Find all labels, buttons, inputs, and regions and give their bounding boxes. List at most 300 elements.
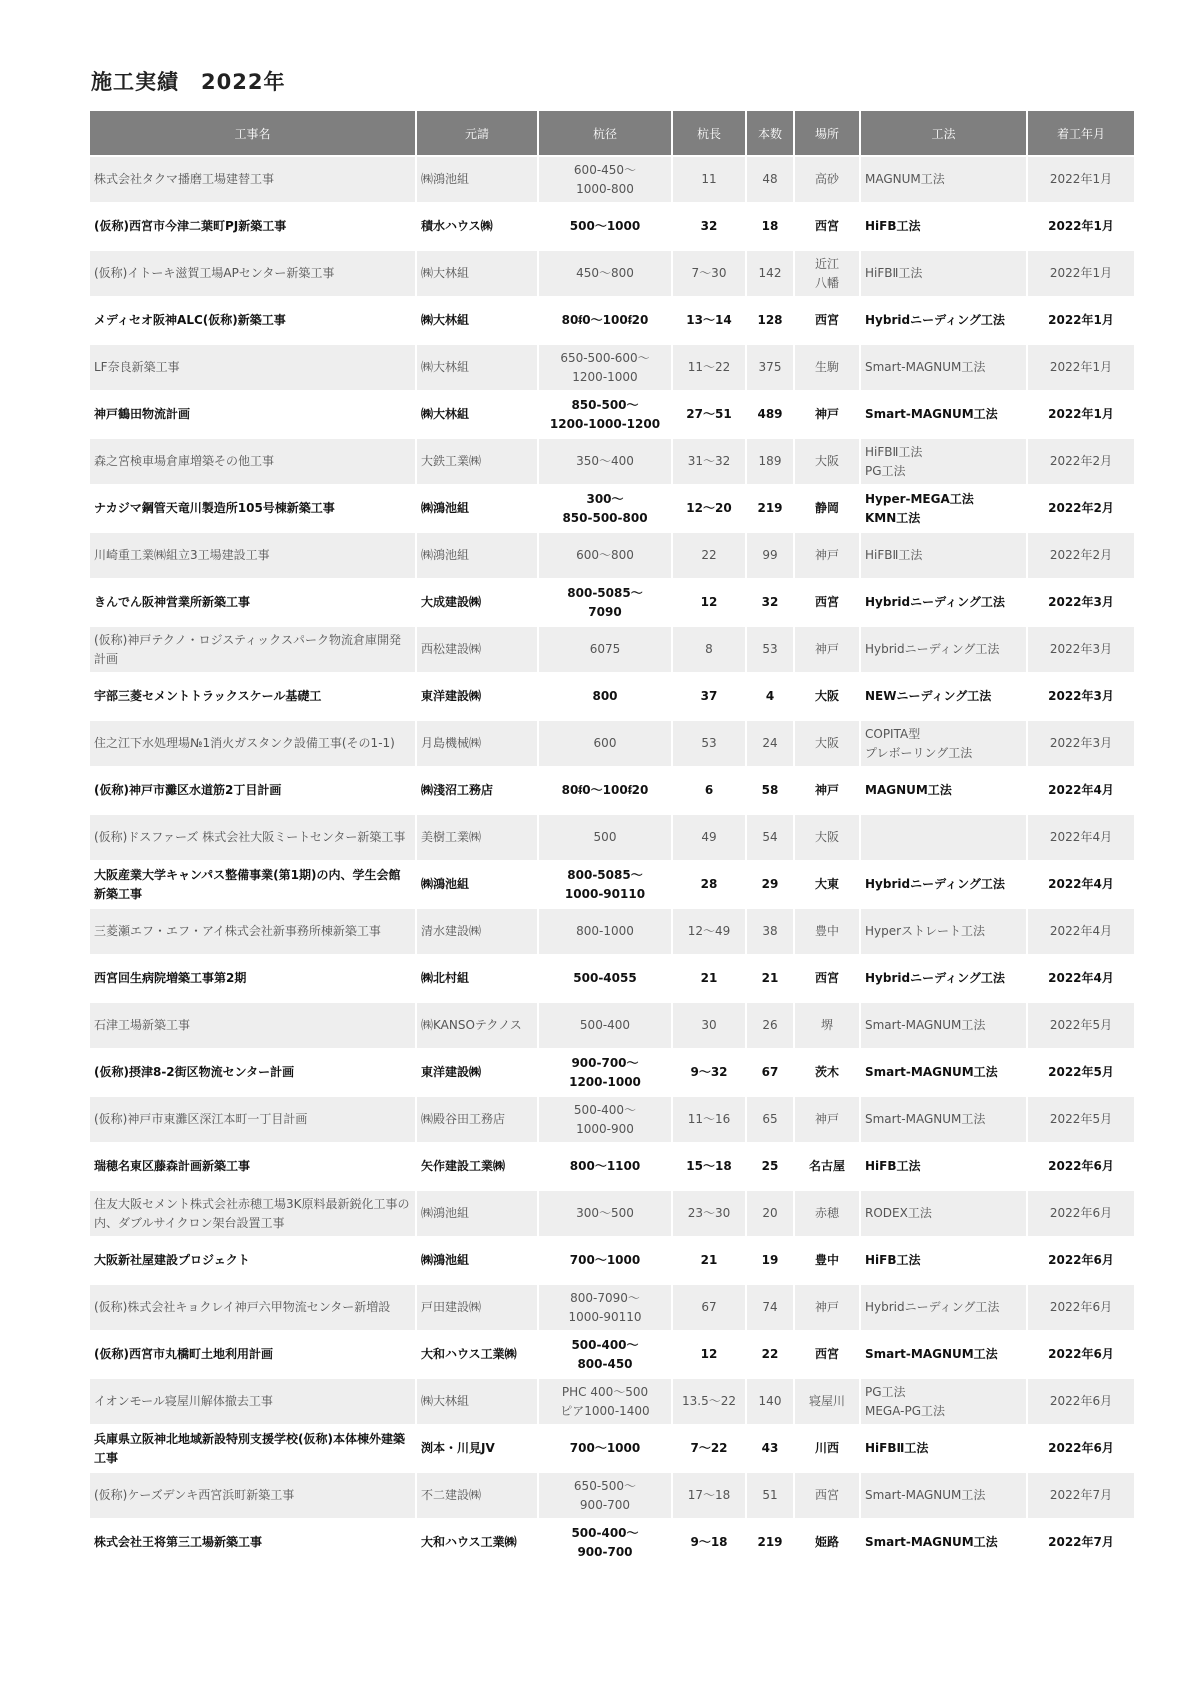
cell-place — [795, 1520, 859, 1565]
cell-length-text: 21 — [700, 1253, 718, 1267]
cell-contractor-text: ㈱鴻池組 — [421, 172, 470, 186]
cell-diameter — [539, 1144, 671, 1189]
table-row — [90, 392, 1134, 437]
table-row — [90, 486, 1134, 531]
table-row — [90, 956, 1134, 1001]
cell-name-text: 神戸鶴田物流計画 — [94, 407, 191, 421]
cell-count — [747, 204, 793, 249]
cell-name — [90, 251, 415, 296]
cell-name-text: 瑞穂名東区藤森計画新築工事 — [94, 1159, 251, 1173]
cell-date-text: 2022年3月 — [1049, 642, 1113, 656]
cell-contractor-text: ㈱淺沼工務店 — [421, 783, 494, 797]
cell-place — [795, 1238, 859, 1283]
cell-place-text: 西宮 — [814, 313, 839, 327]
cell-method — [861, 862, 1026, 907]
cell-method-text: RODEX工法 — [865, 1206, 932, 1220]
cell-contractor — [417, 251, 537, 296]
cell-count-text: 74 — [762, 1300, 778, 1314]
cell-method — [861, 486, 1026, 531]
cell-length — [673, 627, 745, 672]
cell-place-text: 神戸 — [814, 783, 839, 797]
cell-contractor — [417, 909, 537, 954]
cell-place — [795, 1332, 859, 1377]
cell-date-text: 2022年4月 — [1048, 877, 1114, 891]
cell-length-text: 12 — [700, 1347, 718, 1361]
cell-count — [747, 1332, 793, 1377]
cell-count-text: 219 — [757, 501, 783, 515]
header-name: 工事名 — [90, 111, 415, 155]
cell-method-text: HiFBⅡ工法 PG工法 — [865, 444, 923, 478]
works-table-body — [90, 157, 1134, 1565]
cell-date — [1028, 909, 1134, 954]
cell-name — [90, 956, 415, 1001]
cell-length-text: 21 — [700, 971, 718, 985]
cell-place — [795, 157, 859, 202]
cell-contractor-text: 大和ハウス工業㈱ — [421, 1535, 517, 1549]
cell-name-text: 住友大阪セメント株式会社赤穂工場3K原料最新鋭化工事の内、ダブルサイクロン架台設置工事 — [94, 1196, 410, 1230]
cell-method-text: MAGNUM工法 — [865, 172, 945, 186]
cell-count-text: 48 — [762, 172, 778, 186]
cell-length-text: 11 — [701, 172, 717, 186]
cell-place-text: 静岡 — [814, 501, 839, 515]
cell-length — [673, 1332, 745, 1377]
cell-length-text: 7～30 — [691, 266, 727, 280]
cell-date-text: 2022年2月 — [1049, 548, 1113, 562]
cell-date — [1028, 1520, 1134, 1565]
cell-contractor-text: ㈱大林組 — [421, 313, 470, 327]
cell-diameter-text: 500 — [593, 830, 617, 844]
cell-place-text: 神戸 — [814, 1112, 839, 1126]
cell-date-text: 2022年2月 — [1049, 454, 1113, 468]
table-row — [90, 1473, 1134, 1518]
cell-name — [90, 298, 415, 343]
cell-date-text: 2022年4月 — [1048, 971, 1114, 985]
cell-date — [1028, 1285, 1134, 1330]
cell-diameter — [539, 345, 671, 390]
table-row — [90, 815, 1134, 860]
cell-contractor-text: ㈱鴻池組 — [421, 1206, 470, 1220]
cell-name — [90, 627, 415, 672]
cell-date — [1028, 862, 1134, 907]
cell-method-text: Smart-MAGNUM工法 — [865, 407, 998, 421]
cell-name — [90, 815, 415, 860]
cell-method-text: Hybridニーディング工法 — [865, 1300, 1000, 1314]
cell-length-text: 30 — [701, 1018, 717, 1032]
cell-contractor-text: 西松建設㈱ — [421, 642, 482, 656]
cell-place — [795, 1379, 859, 1424]
cell-date — [1028, 580, 1134, 625]
cell-contractor — [417, 157, 537, 202]
cell-length — [673, 439, 745, 484]
cell-method — [861, 1144, 1026, 1189]
cell-length — [673, 1285, 745, 1330]
cell-diameter-text: 500-400～ 1000-900 — [573, 1102, 637, 1136]
cell-name — [90, 768, 415, 813]
cell-name-text: (仮称)西宮市今津二葉町PJ新築工事 — [94, 219, 287, 233]
cell-method — [861, 1003, 1026, 1048]
cell-count — [747, 674, 793, 719]
cell-diameter-text: 800-5085～ 1000-90110 — [564, 867, 646, 901]
cell-date-text: 2022年1月 — [1049, 266, 1113, 280]
cell-name-text: 株式会社王将第三工場新築工事 — [94, 1535, 263, 1549]
cell-date — [1028, 486, 1134, 531]
cell-method — [861, 909, 1026, 954]
cell-contractor-text: 大成建設㈱ — [421, 595, 482, 609]
cell-place — [795, 1097, 859, 1142]
table-row — [90, 1285, 1134, 1330]
cell-name-text: (仮称)西宮市丸橋町土地利用計画 — [94, 1347, 273, 1361]
cell-diameter — [539, 1097, 671, 1142]
cell-diameter — [539, 439, 671, 484]
cell-name-text: きんでん阪神営業所新築工事 — [94, 595, 251, 609]
cell-count-text: 58 — [761, 783, 779, 797]
table-row — [90, 768, 1134, 813]
cell-count — [747, 1003, 793, 1048]
cell-name — [90, 204, 415, 249]
cell-contractor — [417, 1426, 537, 1471]
cell-contractor — [417, 1003, 537, 1048]
cell-place-text: 大東 — [814, 877, 839, 891]
cell-contractor — [417, 392, 537, 437]
cell-method-text: Hybridニーディング工法 — [865, 971, 1005, 985]
cell-place-text: 豊中 — [814, 1253, 839, 1267]
cell-length — [673, 298, 745, 343]
cell-method — [861, 1050, 1026, 1095]
cell-count-text: 53 — [762, 642, 778, 656]
cell-diameter-text: 80ᵮ0～100ᵮ20 — [561, 313, 649, 327]
cell-count-text: 375 — [758, 360, 782, 374]
table-row — [90, 1520, 1134, 1565]
cell-name — [90, 721, 415, 766]
cell-name-text: イオンモール寝屋川解体撤去工事 — [94, 1394, 273, 1408]
cell-diameter — [539, 862, 671, 907]
cell-contractor-text: 大和ハウス工業㈱ — [421, 1347, 517, 1361]
cell-length-text: 9～32 — [690, 1065, 728, 1079]
cell-method-text: HiFBⅡ工法 — [865, 548, 923, 562]
cell-place — [795, 486, 859, 531]
table-row — [90, 1426, 1134, 1471]
cell-method — [861, 204, 1026, 249]
cell-diameter-text: 600-450～ 1000-800 — [573, 162, 637, 196]
cell-diameter — [539, 204, 671, 249]
cell-count — [747, 580, 793, 625]
cell-count — [747, 815, 793, 860]
table-row — [90, 298, 1134, 343]
cell-place-text: 神戸 — [814, 407, 839, 421]
cell-method-text: MAGNUM工法 — [865, 783, 952, 797]
cell-contractor — [417, 1520, 537, 1565]
cell-diameter-text: 800-5085～ 7090 — [567, 585, 643, 619]
cell-date-text: 2022年7月 — [1048, 1535, 1114, 1549]
cell-diameter-text: 700～1000 — [569, 1441, 641, 1455]
cell-method-text: HiFB工法 — [865, 1159, 921, 1173]
cell-diameter — [539, 1426, 671, 1471]
cell-place — [795, 674, 859, 719]
cell-diameter — [539, 1332, 671, 1377]
cell-diameter-text: 800～1100 — [569, 1159, 641, 1173]
cell-name-text: 森之宮検車場倉庫増築その他工事 — [94, 454, 275, 468]
cell-place-text: 赤穂 — [814, 1206, 839, 1220]
cell-place — [795, 909, 859, 954]
cell-diameter-text: 700～1000 — [569, 1253, 641, 1267]
cell-name — [90, 439, 415, 484]
cell-count — [747, 1144, 793, 1189]
cell-count-text: 140 — [758, 1394, 782, 1408]
cell-count — [747, 439, 793, 484]
cell-length — [673, 1097, 745, 1142]
cell-diameter — [539, 251, 671, 296]
cell-count — [747, 298, 793, 343]
cell-date-text: 2022年6月 — [1048, 1253, 1114, 1267]
header-contractor: 元請 — [417, 111, 537, 155]
cell-method-text: HiFBⅡ工法 — [865, 266, 923, 280]
cell-length — [673, 1473, 745, 1518]
cell-place-text: 姫路 — [814, 1535, 839, 1549]
cell-date — [1028, 392, 1134, 437]
cell-place-text: 大阪 — [814, 736, 839, 750]
cell-length-text: 23～30 — [687, 1206, 731, 1220]
cell-diameter — [539, 1003, 671, 1048]
cell-date — [1028, 674, 1134, 719]
cell-diameter-text: PHC 400～500 ピア1000-1400 — [560, 1384, 650, 1418]
cell-contractor-text: 清水建設㈱ — [421, 924, 482, 938]
table-row — [90, 1238, 1134, 1283]
table-row — [90, 862, 1134, 907]
cell-name-text: (仮称)ドスファーズ 株式会社大阪ミートセンター新築工事 — [94, 830, 406, 844]
cell-place-text: 豊中 — [814, 924, 839, 938]
cell-diameter — [539, 392, 671, 437]
cell-count-text: 54 — [762, 830, 778, 844]
cell-diameter — [539, 298, 671, 343]
cell-date — [1028, 1003, 1134, 1048]
cell-date-text: 2022年5月 — [1049, 1112, 1113, 1126]
cell-count — [747, 909, 793, 954]
cell-contractor-text: ㈱殿谷田工務店 — [421, 1112, 506, 1126]
cell-count — [747, 1050, 793, 1095]
cell-place — [795, 1191, 859, 1236]
cell-contractor — [417, 1473, 537, 1518]
cell-place — [795, 862, 859, 907]
cell-count-text: 38 — [762, 924, 778, 938]
cell-contractor-text: ㈱北村組 — [421, 971, 470, 985]
cell-date-text: 2022年1月 — [1049, 360, 1113, 374]
cell-contractor-text: 戸田建設㈱ — [421, 1300, 482, 1314]
cell-length — [673, 909, 745, 954]
cell-name — [90, 1003, 415, 1048]
cell-name — [90, 1050, 415, 1095]
cell-length-text: 13～14 — [686, 313, 732, 327]
cell-count-text: 29 — [761, 877, 779, 891]
cell-count-text: 189 — [758, 454, 782, 468]
cell-method-text: Smart-MAGNUM工法 — [865, 1347, 998, 1361]
cell-name-text: (仮称)摂津8-2街区物流センター計画 — [94, 1065, 295, 1079]
cell-name — [90, 533, 415, 578]
cell-count — [747, 1238, 793, 1283]
cell-contractor-text: ㈱大林組 — [421, 407, 470, 421]
cell-date — [1028, 627, 1134, 672]
cell-length — [673, 1003, 745, 1048]
cell-contractor — [417, 298, 537, 343]
cell-method-text: Smart-MAGNUM工法 — [865, 360, 986, 374]
cell-contractor — [417, 627, 537, 672]
table-row — [90, 533, 1134, 578]
cell-count-text: 21 — [761, 971, 779, 985]
cell-method-text: NEWニーディング工法 — [865, 689, 992, 703]
cell-place-text: 西宮 — [814, 971, 839, 985]
cell-length — [673, 1426, 745, 1471]
cell-date-text: 2022年7月 — [1049, 1488, 1113, 1502]
cell-date — [1028, 345, 1134, 390]
cell-date-text: 2022年1月 — [1048, 407, 1114, 421]
cell-contractor — [417, 1097, 537, 1142]
cell-count-text: 26 — [762, 1018, 778, 1032]
cell-length-text: 37 — [700, 689, 718, 703]
cell-diameter — [539, 1285, 671, 1330]
cell-method — [861, 157, 1026, 202]
cell-name-text: 三菱瀬エフ・エフ・アイ株式会社新事務所棟新築工事 — [94, 924, 381, 938]
cell-date — [1028, 157, 1134, 202]
cell-contractor — [417, 580, 537, 625]
cell-contractor-text: ㈱大林組 — [421, 360, 470, 374]
cell-date — [1028, 1238, 1134, 1283]
cell-method — [861, 1473, 1026, 1518]
cell-count-text: 219 — [757, 1535, 783, 1549]
cell-length — [673, 204, 745, 249]
cell-length-text: 27～51 — [686, 407, 732, 421]
cell-name — [90, 1097, 415, 1142]
page-title-label: 施工実績 — [91, 70, 179, 94]
cell-count — [747, 1426, 793, 1471]
table-row — [90, 1003, 1134, 1048]
cell-count-text: 25 — [761, 1159, 779, 1173]
cell-length — [673, 345, 745, 390]
cell-length — [673, 1050, 745, 1095]
cell-name — [90, 1426, 415, 1471]
cell-method-text: HiFBⅡ工法 — [865, 1441, 929, 1455]
cell-length-text: 17～18 — [687, 1488, 731, 1502]
page-title — [91, 66, 285, 96]
cell-method-text: HiFB工法 — [865, 1253, 921, 1267]
header-count: 本数 — [747, 111, 793, 155]
table-row — [90, 345, 1134, 390]
cell-name-text: ナカジマ鋼管天竜川製造所105号棟新築工事 — [94, 501, 335, 515]
cell-method — [861, 721, 1026, 766]
cell-name-text: 大阪産業大学キャンパス整備事業(第1期)の内、学生会館新築工事 — [94, 867, 401, 901]
cell-diameter-text: 350～400 — [576, 454, 634, 468]
cell-diameter — [539, 721, 671, 766]
cell-contractor — [417, 674, 537, 719]
table-row — [90, 251, 1134, 296]
cell-method — [861, 1332, 1026, 1377]
cell-count — [747, 251, 793, 296]
cell-place — [795, 815, 859, 860]
cell-length-text: 31～32 — [687, 454, 731, 468]
cell-method — [861, 627, 1026, 672]
cell-place — [795, 721, 859, 766]
cell-count-text: 22 — [761, 1347, 779, 1361]
cell-date — [1028, 1473, 1134, 1518]
table-row — [90, 1050, 1134, 1095]
cell-method — [861, 674, 1026, 719]
cell-count-text: 142 — [758, 266, 782, 280]
cell-date — [1028, 1332, 1134, 1377]
cell-date — [1028, 251, 1134, 296]
cell-name-text: (仮称)ケーズデンキ西宮浜町新築工事 — [94, 1488, 295, 1502]
cell-method — [861, 1097, 1026, 1142]
cell-count-text: 67 — [761, 1065, 779, 1079]
cell-place — [795, 627, 859, 672]
cell-date — [1028, 1426, 1134, 1471]
cell-place — [795, 1285, 859, 1330]
cell-count — [747, 486, 793, 531]
cell-contractor — [417, 1144, 537, 1189]
cell-diameter-text: 500～1000 — [569, 219, 641, 233]
cell-date — [1028, 204, 1134, 249]
cell-place-text: 西宮 — [814, 219, 839, 233]
cell-name — [90, 1238, 415, 1283]
cell-contractor — [417, 1191, 537, 1236]
cell-method-text: Smart-MAGNUM工法 — [865, 1112, 986, 1126]
cell-place-text: 近江 八幡 — [814, 256, 839, 290]
cell-length — [673, 674, 745, 719]
cell-date — [1028, 1144, 1134, 1189]
cell-diameter — [539, 909, 671, 954]
cell-method — [861, 345, 1026, 390]
table-header-row — [90, 111, 1134, 155]
cell-diameter — [539, 1379, 671, 1424]
cell-length-text: 9～18 — [690, 1535, 728, 1549]
cell-method-text: Hybridニーディング工法 — [865, 313, 1005, 327]
header-method: 工法 — [861, 111, 1026, 155]
cell-method — [861, 1191, 1026, 1236]
cell-length-text: 32 — [700, 219, 718, 233]
cell-diameter-text: 500-400 — [579, 1018, 631, 1032]
cell-count — [747, 627, 793, 672]
cell-place-text: 神戸 — [814, 642, 839, 656]
cell-name — [90, 157, 415, 202]
cell-length-text: 11～22 — [687, 360, 731, 374]
cell-contractor — [417, 1285, 537, 1330]
cell-length-text: 12 — [700, 595, 718, 609]
cell-diameter — [539, 1238, 671, 1283]
cell-place-text: 大阪 — [814, 454, 839, 468]
cell-diameter — [539, 815, 671, 860]
table-row — [90, 157, 1134, 202]
cell-contractor-text: 渕本・川見JV — [421, 1441, 495, 1455]
cell-diameter — [539, 674, 671, 719]
cell-place — [795, 204, 859, 249]
cell-diameter-text: 450～800 — [576, 266, 634, 280]
page-title-year: 2022年 — [201, 70, 286, 94]
cell-date-text: 2022年1月 — [1049, 172, 1113, 186]
cell-contractor — [417, 486, 537, 531]
cell-date-text: 2022年6月 — [1048, 1347, 1114, 1361]
cell-length — [673, 251, 745, 296]
cell-diameter — [539, 768, 671, 813]
cell-name — [90, 392, 415, 437]
cell-date — [1028, 1191, 1134, 1236]
cell-name-text: 兵庫県立阪神北地域新設特別支援学校(仮称)本体棟外建築工事 — [94, 1431, 405, 1465]
table-row — [90, 627, 1134, 672]
table-row — [90, 909, 1134, 954]
cell-length-text: 67 — [701, 1300, 717, 1314]
cell-name — [90, 1332, 415, 1377]
cell-diameter-text: 800-1000 — [576, 924, 634, 938]
cell-contractor — [417, 815, 537, 860]
cell-method-text: Hybridニーディング工法 — [865, 595, 1005, 609]
table-row — [90, 439, 1134, 484]
cell-diameter-text: 600 — [593, 736, 617, 750]
